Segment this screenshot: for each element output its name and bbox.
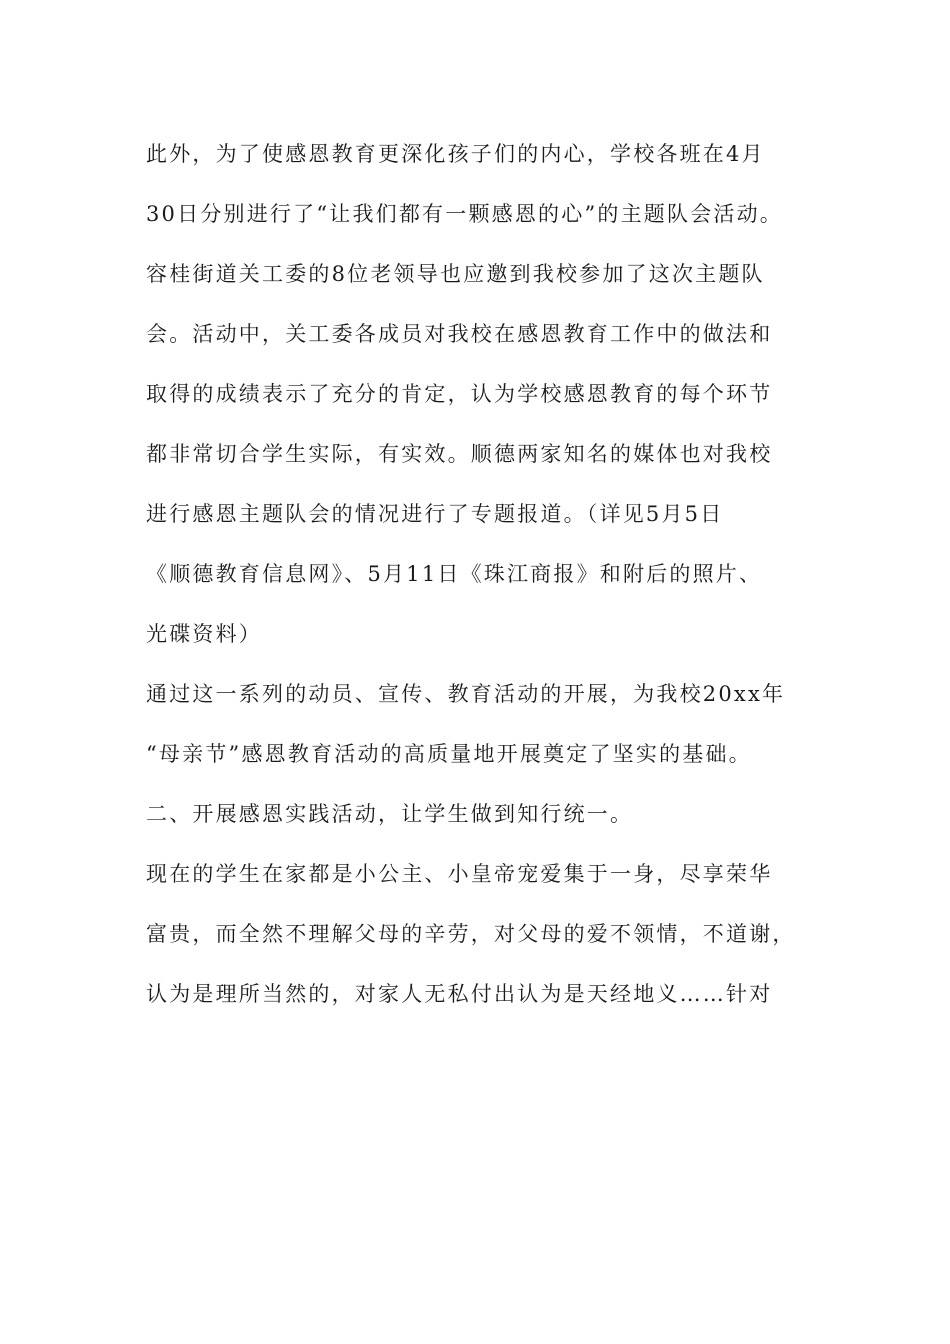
text-line: 光碟资料） [146,622,262,646]
text-line: 都非常切合学生实际，有实效。顺德两家知名的媒体也对我校 [146,442,773,466]
text-line: 进行感恩主题队会的情况进行了专题报道。（详见5月5日 [146,502,724,526]
text-line: 会。活动中，关工委各成员对我校在感恩教育工作中的做法和 [146,322,773,346]
text-line: 现在的学生在家都是小公主、小皇帝宠爱集于一身，尽享荣华 [146,862,773,886]
text-line: 富贵，而全然不理解父母的辛劳，对父母的爱不领情，不道谢， [146,922,796,946]
text-line: 30日分别进行了“让我们都有一颗感恩的心”的主题队会活动。 [146,202,783,226]
text-line: 《顺德教育信息网》、5月11日《珠江商报》和附后的照片、 [146,562,763,586]
text-line: “母亲节”感恩教育活动的高质量地开展奠定了坚实的基础。 [146,742,752,766]
section-heading: 二、开展感恩实践活动，让学生做到知行统一。 [146,802,634,826]
document-body [146,127,826,1027]
text-line: 容桂街道关工委的8位老领导也应邀到我校参加了这次主题队 [146,262,765,286]
text-line: 取得的成绩表示了充分的肯定，认为学校感恩教育的每个环节 [146,382,773,406]
text-line: 通过这一系列的动员、宣传、教育活动的开展，为我校20xx年 [146,682,786,706]
text-line: 此外，为了使感恩教育更深化孩子们的内心，学校各班在4月 [146,142,765,166]
text-line: 认为是理所当然的，对家人无私付出认为是天经地义……针对 [146,982,773,1006]
